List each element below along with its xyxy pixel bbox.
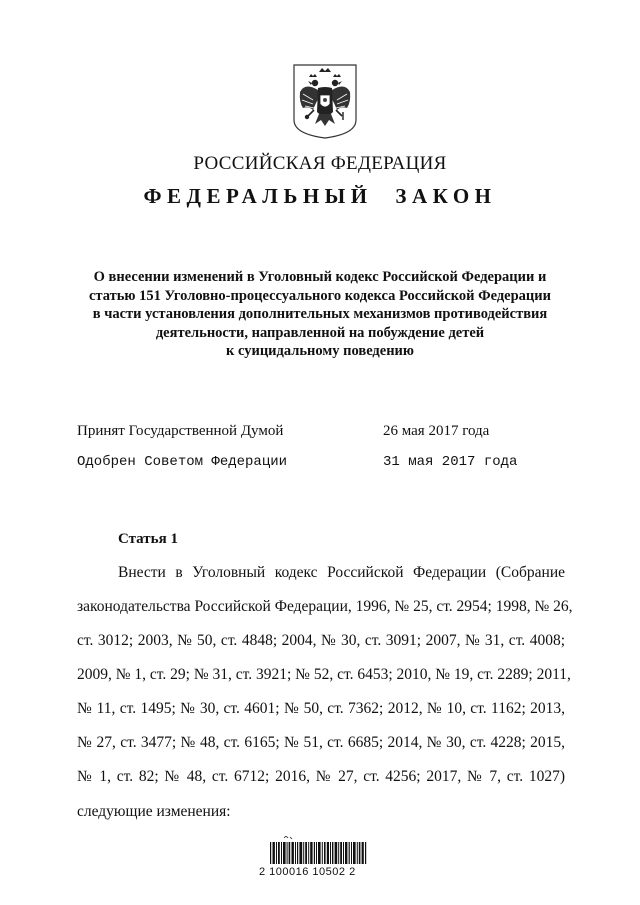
law-title-line: деятельности, направленной на побуждение детей	[155, 324, 485, 341]
coat-of-arms-emblem	[291, 62, 359, 140]
article-text-line: законодательства Российской Федерации, 1996, № 25, ст. 2954; 1998, № 26,	[77, 598, 573, 615]
barcode-icon	[262, 836, 374, 886]
law-title-line: в части установления дополнительных механизмов противодействия	[92, 306, 548, 322]
barcode-graphic	[262, 836, 374, 866]
article-text-line: № 11, ст. 1495; № 30, ст. 4601; № 50, ст. 7362; 2012, № 10, ст. 1162; 2013,	[77, 700, 565, 717]
law-title-line: О внесении изменений в Уголовный кодекс Российской Федерации и	[93, 269, 547, 285]
article-text-line: ст. 3012; 2003, № 50, ст. 4848; 2004, № 30, ст. 3091; 2007, № 31, ст. 4008;	[77, 632, 565, 649]
country-heading: РОССИЙСКАЯ ФЕДЕРАЦИЯ	[193, 153, 447, 174]
article-text-line: Внести в Уголовный кодекс Российской Федерации (Собрание	[118, 564, 565, 581]
article-text-line: № 27, ст. 3477; № 48, ст. 6165; № 51, ст. 6685; 2014, № 30, ст. 4228; 2015,	[77, 734, 565, 751]
duma-date: 26 мая 2017 года	[383, 423, 490, 439]
law-title-line: к суицидальному поведению	[225, 343, 414, 359]
adoption-duma-row	[77, 423, 580, 443]
council-label: Одобрен Советом Федерации	[77, 454, 288, 470]
document-type-heading: ФЕДЕРАЛЬНЫЙ ЗАКОН	[143, 184, 497, 208]
article-text-line: № 1, ст. 82; № 48, ст. 6712; 2016, № 27, ст. 4256; 2017, № 7, ст. 1027)	[77, 768, 565, 785]
adoption-council-row	[77, 454, 580, 474]
article-text-line: 2009, № 1, ст. 29; № 31, ст. 3921; № 52, ст. 6453; 2010, № 19, ст. 2289; 2011,	[77, 666, 571, 683]
law-title-line: статью 151 Уголовно-процессуального кодекса Российской Федерации	[88, 287, 551, 304]
barcode-number: 2 100016 10502 2	[259, 866, 356, 878]
duma-label: Принят Государственной Думой	[77, 423, 284, 439]
council-date: 31 мая 2017 года	[383, 454, 518, 470]
article-title: Статья 1	[118, 531, 178, 547]
law-title	[60, 268, 580, 361]
article-text-line: следующие изменения:	[77, 803, 231, 820]
